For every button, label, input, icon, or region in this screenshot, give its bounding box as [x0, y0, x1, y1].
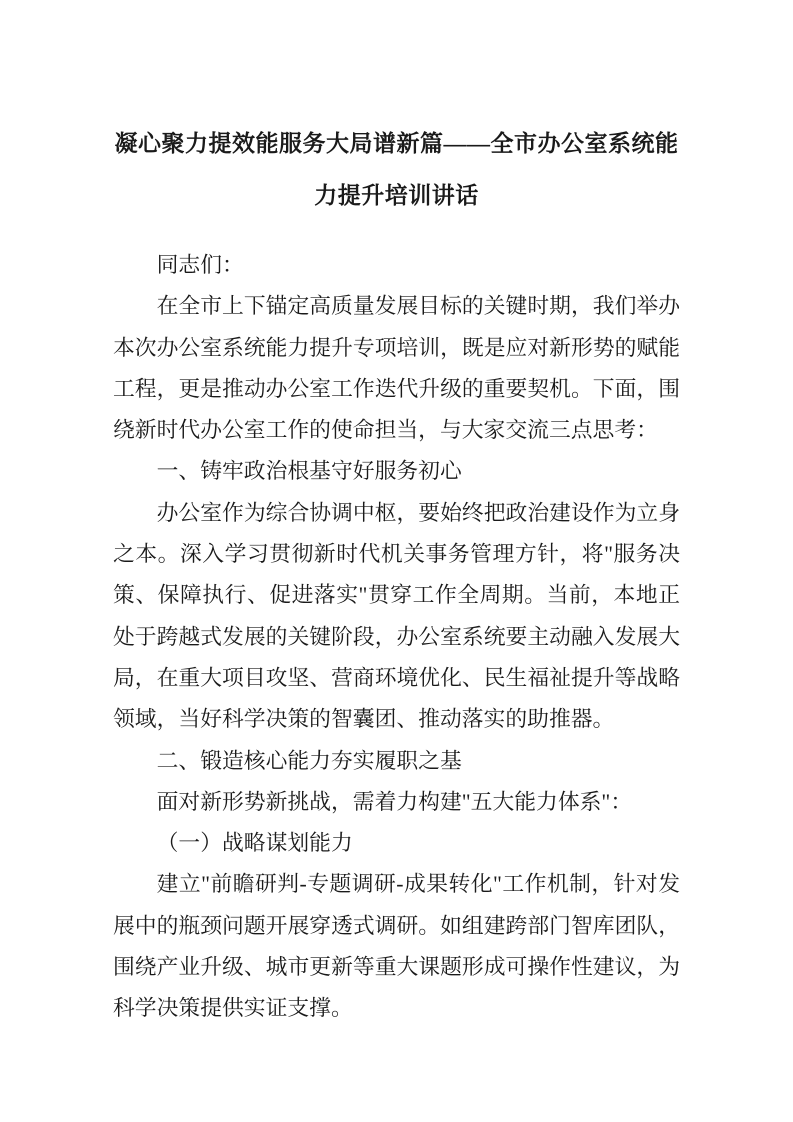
heading-section-1: 一、铸牢政治根基守好服务初心 [156, 459, 462, 484]
paragraph-subsection-1-body: 建立"前瞻研判-专题调研-成果转化"工作机制，针对发展中的瓶颈问题开展穿透式调研。如组建跨部门智库团队，围绕产业升级、城市更新等重大课题形成可操作性建议，为科学决策提供实证支撑。 [113, 872, 680, 1021]
paragraph-section-1-body: 办公室作为综合协调中枢，要始终把政治建设作为立身之本。深入学习贯彻新时代机关事务管理方针，将"服务决策、保障执行、促进落实"贯穿工作全周期。当前，本地正处于跨越式发展的关键阶段，办公室系统要主动融入发展大局，在重大项目攻坚、营商环境优化、民生福祉提升等战略领域，当好科学决策的智囊团、推动落实的助推器。 [113, 500, 680, 732]
heading-subsection-1: （一）战略谋划能力 [156, 831, 353, 856]
paragraph-section-2-lead: 面对新形势新挑战，需着力构建"五大能力体系"： [156, 789, 633, 814]
paragraph-intro: 在全市上下锚定高质量发展目标的关键时期，我们举办本次办公室系统能力提升专项培训，既是应对新形势的赋能工程，更是推动办公室工作迭代升级的重要契机。下面，围绕新时代办公室工作的使命担当，与大家交流三点思考： [113, 294, 680, 443]
heading-section-2: 二、锻造核心能力夯实履职之基 [156, 748, 462, 773]
document-title: 凝心聚力提效能服务大局谱新篇——全市办公室系统能力提升培训讲话 [114, 131, 679, 208]
document-body [113, 245, 680, 1030]
paragraph-salutation: 同志们： [156, 253, 244, 277]
